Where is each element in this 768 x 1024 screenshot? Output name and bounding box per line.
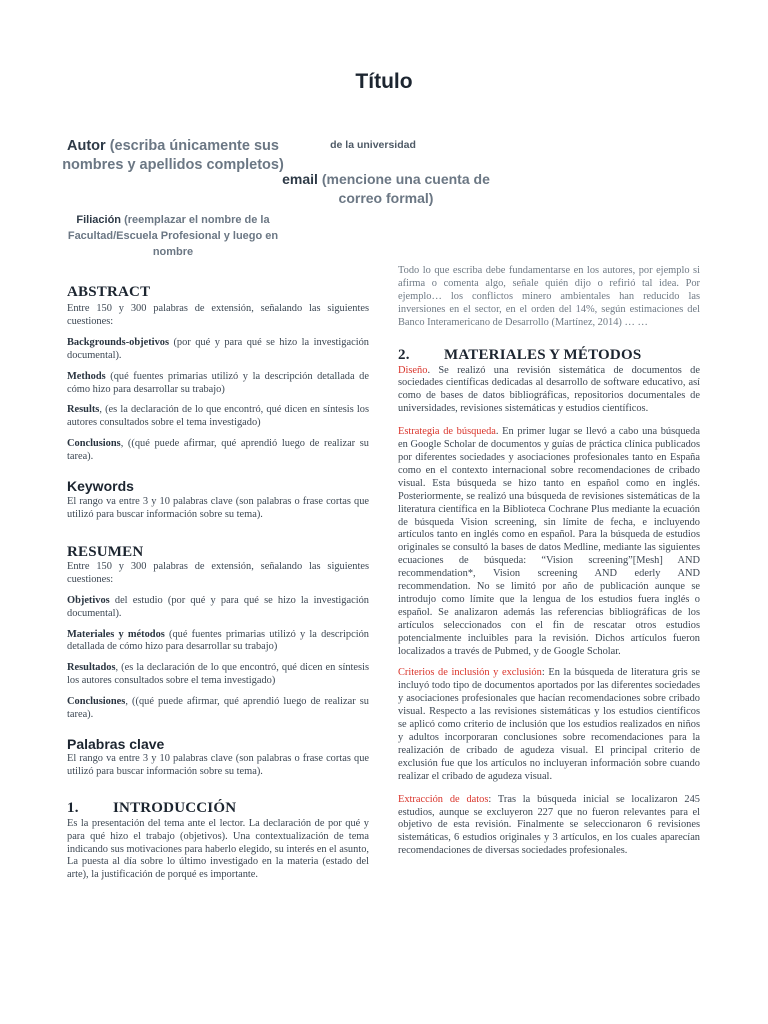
resumen-item	[67, 595, 369, 621]
author-label: Autor	[67, 138, 106, 154]
section-number: 1.	[67, 799, 79, 816]
methods-paragraph	[398, 667, 700, 783]
abstract-item	[67, 371, 369, 397]
palabras-clave-heading: Palabras clave	[67, 735, 165, 752]
resumen-item-term: Resultados	[67, 662, 116, 674]
right-intro-text: Todo lo que escriba debe fundamentarse en los autores, por ejemplo si afirma o comenta algo, señale quién dijo o refirió tal idea. Por ejemplo… los conflictos minero ambientales han reducido las inversiones en el sector, en el orden del 14%, según estimaciones del Banco Interamericano de Desarrollo (Martínez, 2014) … …	[398, 265, 700, 328]
affiliation-label: Filiación	[76, 214, 122, 226]
resumen-item-term: Conclusiones	[67, 696, 126, 708]
keywords-heading: Keywords	[67, 478, 134, 495]
email-block	[270, 170, 502, 208]
abstract-item-text: , (es la declaración de lo que encontró, qué dicen en síntesis los autores consultados sobre el tema investigado)	[67, 404, 369, 429]
left-column	[67, 283, 369, 882]
resumen-item-text: del estudio (por qué y para qué se hizo la investigación documental).	[67, 594, 369, 619]
abstract-item-text: (por qué y para qué se hizo la investigación documental).	[67, 336, 369, 361]
abstract-item	[67, 438, 369, 464]
paragraph-text: . En primer lugar se llevó a cabo una búsqueda en Google Scholar de documentos y guías de práctica clínica publicados por diferentes sociedades y asociaciones profesionales tanto en España como en el contexto internacional sobre recomendaciones de cribado visual. Esta búsqueda se hizo tanto en español como en inglés. Posteriormente, se realizó una búsqueda de revisiones sistemáticas de la literatura científica en la Biblioteca Cochrane Plus mediante la ecuación de búsqueda Vision screening, sin límite de fecha, e incluyendo artículos tanto en inglés como en español. Para la búsqueda de estudios originales se consultó la bases de datos Medline, mediante las siguientes ecuaciones de búsqueda: “Vision screening”[Mesh] AND recommendation*, Vision screening AND ederly AND recommendation. No se limitó por año de publicación aunque se introdujo como límite que la lengua de los estudios fuera inglés o español. Se analizaron además las referencias bibliográficas de los artículos seleccionados con el fin de rescatar otros estudios potencialmente incluibles para la revisión. Dichos artículos fueron localizados a través de Pubmed, y de Google Scholar.	[398, 426, 700, 657]
introduccion-heading	[67, 799, 369, 817]
abstract-intro: Entre 150 y 300 palabras de extensión, señalando las siguientes cuestiones:	[67, 303, 369, 327]
paragraph-text: : En la búsqueda de literatura gris se incluyó todo tipo de documentos aportados por las diferentes sociedades y asociaciones profesionales que hacían recomendaciones sobre cribado visual. Respecto a las revisiones sistemáticas y los estudios científicos se aplicó como criterio de inclusión que los estudios realizados en niños y adultos incorporaran conclusiones sobre recomendaciones para la realización de cribado de agudeza visual. El principal criterio de exclusión fue que los artículos no incluyeran información sobre cuando realizar el cribado de agudeza visual.	[398, 667, 700, 782]
section-title: INTRODUCCIÓN	[113, 799, 237, 816]
materiales-heading	[398, 346, 700, 364]
author-block	[60, 137, 286, 175]
author-note: (escriba únicamente sus nombres y apellidos completos)	[62, 138, 284, 173]
section-number: 2.	[398, 346, 410, 363]
resumen-item-text: , ((qué puede afirmar, qué aprendió luego de realizar su tarea).	[67, 696, 369, 721]
paragraph-label: Criterios de inclusión y exclusión	[398, 667, 542, 679]
paragraph-label: Diseño	[398, 364, 428, 376]
affiliation-block	[60, 212, 286, 260]
keywords-text: El rango va entre 3 y 10 palabras clave (son palabras o frase cortas que utilizó para buscar información sobre su tema).	[67, 496, 369, 520]
abstract-item-term: Backgrounds-objetivos	[67, 336, 169, 348]
resumen-item-text: (qué fuentes primarias utilizó y la descripción detallada de cómo hizo para desarrollar su trabajo)	[67, 628, 369, 653]
abstract-item-term: Results	[67, 404, 100, 416]
paragraph-label: Extracción de datos	[398, 793, 489, 805]
affiliation-note: (reemplazar el nombre de la Facultad/Escuela Profesional y luego en nombre	[67, 214, 279, 258]
paragraph-text: . Se realizó una revisión sistemática de documentos de sociedades científicas dedicadas al desarrollo de software educativo, así como de bases de datos bibliográficas, repositorios documentales de universidades, revisiones sistemáticas y estudios científicos.	[398, 364, 700, 415]
right-column	[398, 265, 700, 858]
resumen-item-term: Objetivos	[67, 594, 110, 606]
email-label: email	[282, 171, 318, 187]
abstract-heading: ABSTRACT	[67, 284, 151, 300]
paragraph-text: : Tras la búsqueda inicial se localizaron 245 estudios, aunque se excluyeron 227 que no fueron relevantes para el objetivo de esta revisión. Finalmente se seleccionaron 6 revisiones sistemáticas, 6 estudios originales y 3 artículos, en los cuales aparecían recomendaciones de diversas sociedades profesionales.	[398, 793, 700, 857]
palabras-clave-text: El rango va entre 3 y 10 palabras clave (son palabras o frase cortas que utilizó para buscar información sobre su tema).	[67, 752, 369, 777]
resumen-item	[67, 696, 369, 722]
email-note: (mencione una cuenta de correo formal)	[321, 171, 490, 206]
resumen-item	[67, 662, 369, 688]
resumen-item	[67, 629, 369, 655]
abstract-item-text: , ((qué puede afirmar, qué aprendió luego de realizar su tarea).	[67, 438, 369, 463]
paragraph-label: Estrategia de búsqueda	[398, 426, 496, 438]
resumen-intro: Entre 150 y 300 palabras de extensión, señalando las siguientes cuestiones:	[67, 560, 369, 585]
resumen-heading: RESUMEN	[67, 543, 144, 560]
resumen-item-text: , (es la declaración de lo que encontró, qué dicen en síntesis los autores consultados sobre el tema investigado)	[67, 662, 369, 687]
methods-paragraph	[398, 365, 700, 417]
abstract-item	[67, 337, 369, 363]
university-text: de la universidad	[330, 139, 416, 151]
page-title: Título	[355, 70, 413, 93]
abstract-item-term: Methods	[67, 370, 106, 382]
abstract-item-text: (qué fuentes primarias utilizó y la descripción detallada de cómo hizo para desarrollar su trabajo)	[67, 370, 369, 395]
introduccion-text: Es la presentación del tema ante el lector. La declaración de por qué y para qué hizo el trabajo (objetivos). Una contextualización de tema indicando sus motivaciones para haberlo elegido, su interés en el asunto, La puesta al día sobre lo último investigado en la materia (estado del arte), la justificación de porqué es importante.	[67, 817, 369, 881]
abstract-item-term: Conclusions	[67, 438, 121, 450]
methods-paragraph	[398, 794, 700, 859]
section-title: MATERIALES Y MÉTODOS	[444, 346, 642, 363]
methods-paragraph	[398, 426, 700, 658]
resumen-item-term: Materiales y métodos	[67, 628, 165, 640]
abstract-item	[67, 404, 369, 430]
